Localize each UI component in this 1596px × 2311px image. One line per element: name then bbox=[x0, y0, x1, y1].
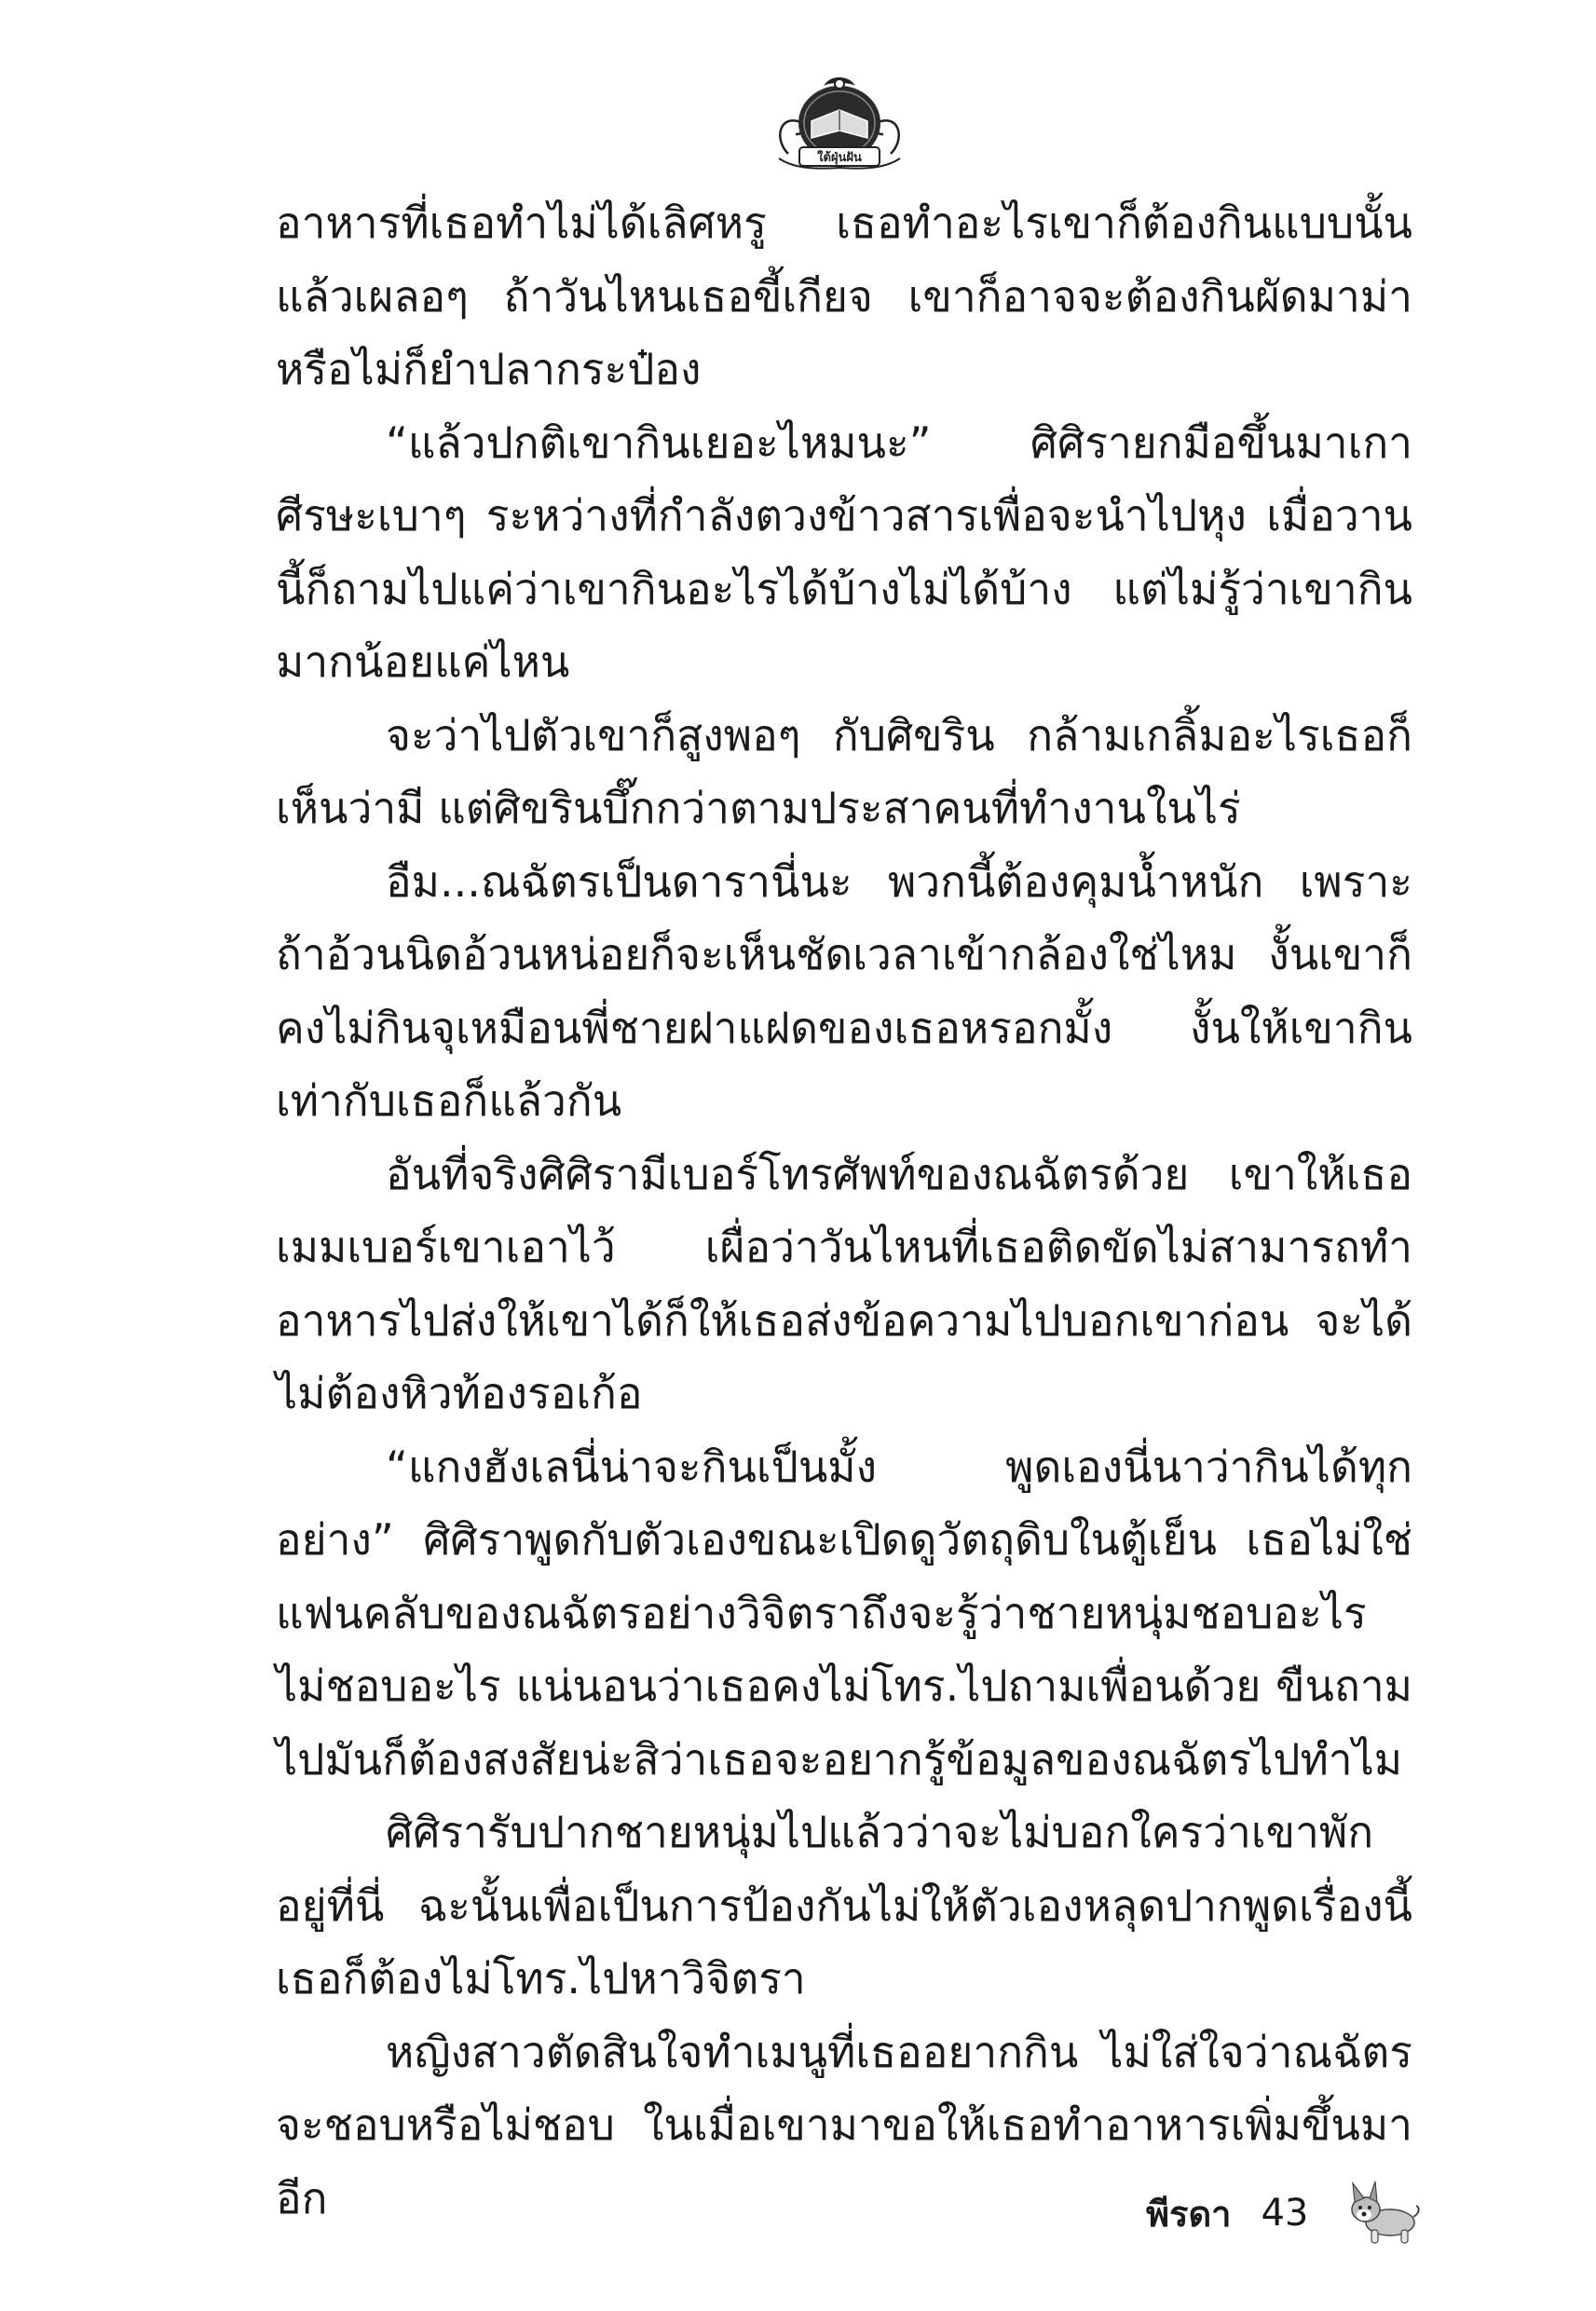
paragraph: “แกงฮังเลนี่น่าจะกินเป็นมั้ง พูดเองนี่นาว่ากินได้ทุกอย่าง” ศิศิราพูดกับตัวเองขณะเปิดดูวัตถุดิบในตู้เย็น เธอไม่ใช่แฟนคลับของณฉัตรอย่างวิจิตราถึงจะรู้ว่าชายหนุ่มชอบอะไรไม่ชอบอะไร แน่นอนว่าเธอคงไม่โทร.ไปถามเพื่อนด้วย ขืนถามไปมันก็ต้องสงสัยน่ะสิว่าเธอจะอยากรู้ข้อมูลของณฉัตรไปทำไม bbox=[276, 1441, 1412, 1785]
paragraph: อันที่จริงศิศิรามีเบอร์โทรศัพท์ของณฉัตรด้วย เขาให้เธอเมมเบอร์เขาเอาไว้ เผื่อว่าวันไหนที่เธอติดขัดไม่สามารถทำอาหารไปส่งให้เขาได้ก็ให้เธอส่งข้อความไปบอกเขาก่อน จะได้ไม่ต้องหิวท้องรอเก้อ bbox=[276, 1148, 1412, 1418]
paragraph: จะว่าไปตัวเขาก็สูงพอๆ กับศิขริน กล้ามเกลิ้มอะไรเธอก็เห็นว่ามี แต่ศิขรินบึ๊กกว่าตามประสาคนที่ทำงานในไร่ bbox=[276, 709, 1412, 833]
logo-text: ใต้ฝุ่นฝัน bbox=[817, 151, 862, 165]
paragraph: ศิศิรารับปากชายหนุ่มไปแล้วว่าจะไม่บอกใครว่าเขาพักอยู่ที่นี่ ฉะนั้นเพื่อเป็นการป้องกันไม่ให้ตัวเองหลุดปากพูดเรื่องนี้ เธอก็ต้องไม่โทร.ไปหาวิจิตรา bbox=[276, 1807, 1412, 2003]
paragraph: อาหารที่เธอทำไม่ได้เลิศหรู เธอทำอะไรเขาก็ต้องกินแบบนั้น แล้วเผลอๆ ถ้าวันไหนเธอขี้เกียจ เขาก็อาจจะต้องกินผัดมาม่าหรือไม่ก็ยำปลากระป๋อง bbox=[276, 198, 1412, 394]
page-number: 43 bbox=[1261, 2192, 1309, 2235]
paragraph: หญิงสาวตัดสินใจทำเมนูที่เธออยากกิน ไม่ใส่ใจว่าณฉัตรจะชอบหรือไม่ชอบ ในเมื่อเขามาขอให้เธอทำอาหารเพิ่มขึ้นมาอีก bbox=[276, 2026, 1412, 2223]
paragraph: “แล้วปกติเขากินเยอะไหมนะ” ศิศิรายกมือขึ้นมาเกาศีรษะเบาๆ ระหว่างที่กำลังตวงข้าวสารเพื่อจะนำไปหุง เมื่อวานนี้ก็ถามไปแค่ว่าเขากินอะไรได้บ้างไม่ได้บ้าง แต่ไม่รู้ว่าเขากินมากน้อยแค่ไหน bbox=[276, 417, 1412, 687]
footer-author-name: พีรดา bbox=[1146, 2193, 1232, 2235]
paragraph: อืม...ณฉัตรเป็นดารานี่นะ พวกนี้ต้องคุมน้ำหนัก เพราะถ้าอ้วนนิดอ้วนหน่อยก็จะเห็นชัดเวลาเข้ากล้องใช่ไหม งั้นเขาก็คงไม่กินจุเหมือนพี่ชายฝาแฝดของเธอหรอกมั้ง งั้นให้เขากินเท่ากับเธอก็แล้วกัน bbox=[276, 855, 1412, 1126]
corgi-dog-icon bbox=[1344, 2178, 1422, 2249]
body-text bbox=[276, 186, 1412, 2235]
ornamental-book-logo-icon bbox=[770, 65, 909, 177]
page-footer bbox=[1146, 2171, 1463, 2255]
